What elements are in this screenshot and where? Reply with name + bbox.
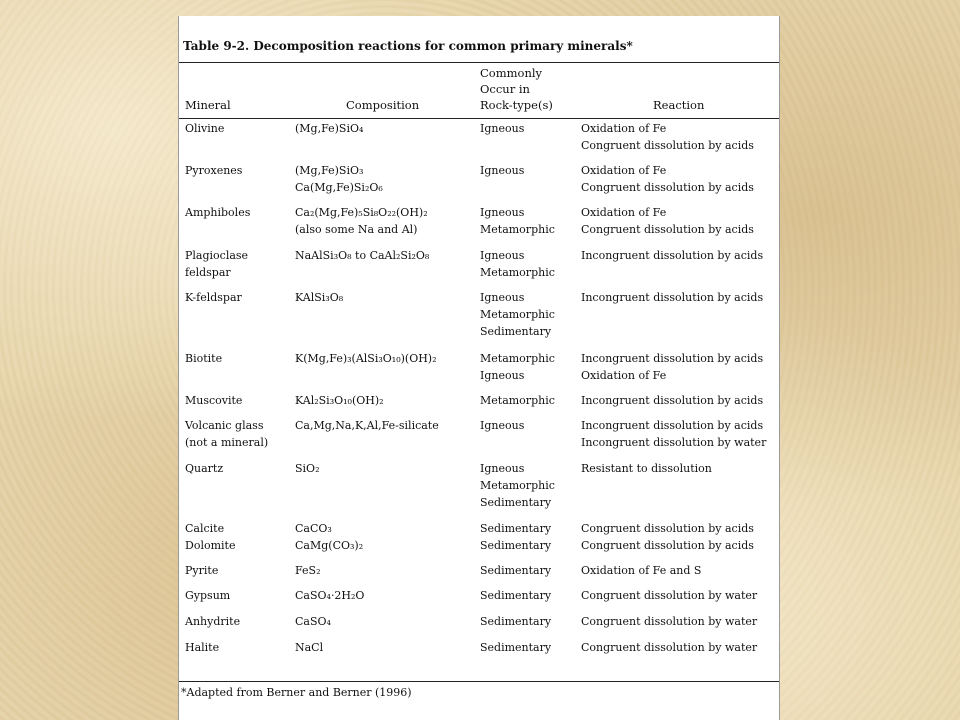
cell-mineral: Anhydrite xyxy=(185,615,241,628)
cell-mineral: Pyrite xyxy=(185,564,219,577)
cell-rock: Sedimentary xyxy=(480,641,552,654)
cell-reaction: Oxidation of Fe xyxy=(581,206,667,219)
cell-reaction: Incongruent dissolution by water xyxy=(581,436,767,449)
cell-reaction: Oxidation of Fe and S xyxy=(581,564,702,577)
cell-mineral: (not a mineral) xyxy=(185,436,269,449)
cell-composition: KAl₂Si₃O₁₀(OH)₂ xyxy=(295,394,384,407)
cell-rock: Sedimentary xyxy=(480,589,552,602)
cell-composition: CaMg(CO₃)₂ xyxy=(295,539,364,552)
cell-reaction: Congruent dissolution by acids xyxy=(581,181,754,194)
cell-rock: Metamorphic xyxy=(480,308,555,321)
cell-composition: Ca₂(Mg,Fe)₅Si₈O₂₂(OH)₂ xyxy=(295,206,428,219)
cell-reaction: Oxidation of Fe xyxy=(581,164,667,177)
header-rock-type-2: Occur in xyxy=(480,82,530,96)
cell-reaction: Oxidation of Fe xyxy=(581,122,667,135)
header-rock-type-1: Commonly xyxy=(480,66,543,80)
cell-reaction: Congruent dissolution by water xyxy=(581,589,758,602)
cell-reaction: Incongruent dissolution by acids xyxy=(581,291,764,304)
cell-rock: Igneous xyxy=(480,369,525,382)
cell-rock: Metamorphic xyxy=(480,479,555,492)
header-rock-type-3: Rock-type(s) xyxy=(480,98,553,112)
cell-mineral: Volcanic glass xyxy=(185,419,264,432)
cell-rock: Sedimentary xyxy=(480,325,552,338)
cell-composition: NaAlSi₃O₈ to CaAl₂Si₂O₈ xyxy=(295,249,430,262)
header-reaction: Reaction xyxy=(653,98,705,112)
header-mineral: Mineral xyxy=(185,98,231,112)
cell-composition: Ca,Mg,Na,K,Al,Fe-silicate xyxy=(295,419,439,432)
table-title: Table 9-2. Decomposition reactions for common primary minerals* xyxy=(183,39,633,53)
cell-rock: Metamorphic xyxy=(480,223,555,236)
cell-rock: Igneous xyxy=(480,122,525,135)
cell-reaction: Incongruent dissolution by acids xyxy=(581,394,764,407)
cell-reaction: Congruent dissolution by acids xyxy=(581,539,754,552)
cell-rock: Igneous xyxy=(480,206,525,219)
cell-rock: Igneous xyxy=(480,291,525,304)
cell-mineral: Muscovite xyxy=(185,394,243,407)
cell-composition: KAlSi₃O₈ xyxy=(295,291,344,304)
cell-mineral: Biotite xyxy=(185,352,223,365)
cell-composition: (Mg,Fe)SiO₄ xyxy=(295,122,364,135)
cell-composition: FeS₂ xyxy=(295,564,321,577)
cell-composition: NaCl xyxy=(295,641,324,654)
cell-mineral: Quartz xyxy=(185,462,224,475)
cell-mineral: Plagioclase xyxy=(185,249,249,262)
cell-reaction: Incongruent dissolution by acids xyxy=(581,419,764,432)
cell-composition: K(Mg,Fe)₃(AlSi₃O₁₀)(OH)₂ xyxy=(295,352,437,365)
cell-rock: Metamorphic xyxy=(480,394,555,407)
cell-rock: Metamorphic xyxy=(480,266,555,279)
cell-composition: CaCO₃ xyxy=(295,522,332,535)
footnote: *Adapted from Berner and Berner (1996) xyxy=(181,686,412,699)
cell-reaction: Incongruent dissolution by acids xyxy=(581,249,764,262)
cell-mineral: Olivine xyxy=(185,122,225,135)
cell-reaction: Congruent dissolution by acids xyxy=(581,139,754,152)
cell-reaction: Congruent dissolution by water xyxy=(581,615,758,628)
cell-mineral: K-feldspar xyxy=(185,291,242,304)
header-composition: Composition xyxy=(346,98,420,112)
cell-reaction: Congruent dissolution by water xyxy=(581,641,758,654)
cell-reaction: Congruent dissolution by acids xyxy=(581,522,754,535)
cell-composition: (also some Na and Al) xyxy=(295,223,418,236)
cell-rock: Metamorphic xyxy=(480,352,555,365)
cell-rock: Sedimentary xyxy=(480,564,552,577)
header-rule xyxy=(179,118,779,119)
cell-mineral: Halite xyxy=(185,641,220,654)
cell-composition: (Mg,Fe)SiO₃ xyxy=(295,164,364,177)
top-rule xyxy=(179,62,779,63)
cell-rock: Sedimentary xyxy=(480,615,552,628)
cell-reaction: Oxidation of Fe xyxy=(581,369,667,382)
cell-rock: Sedimentary xyxy=(480,539,552,552)
bottom-rule xyxy=(179,681,779,682)
cell-rock: Igneous xyxy=(480,164,525,177)
cell-reaction: Congruent dissolution by acids xyxy=(581,223,754,236)
cell-rock: Sedimentary xyxy=(480,496,552,509)
cell-rock: Sedimentary xyxy=(480,522,552,535)
cell-reaction: Incongruent dissolution by acids xyxy=(581,352,764,365)
cell-composition: Ca(Mg,Fe)Si₂O₆ xyxy=(295,181,383,194)
cell-mineral: Calcite xyxy=(185,522,225,535)
cell-reaction: Resistant to dissolution xyxy=(581,462,712,475)
cell-rock: Igneous xyxy=(480,462,525,475)
cell-rock: Igneous xyxy=(480,419,525,432)
cell-rock: Igneous xyxy=(480,249,525,262)
cell-composition: CaSO₄ xyxy=(295,615,331,628)
cell-mineral: Dolomite xyxy=(185,539,236,552)
cell-mineral: Amphiboles xyxy=(185,206,251,219)
table-page xyxy=(178,16,780,720)
cell-composition: CaSO₄·2H₂O xyxy=(295,589,365,602)
cell-mineral: feldspar xyxy=(185,266,231,279)
cell-composition: SiO₂ xyxy=(295,462,320,475)
cell-mineral: Pyroxenes xyxy=(185,164,243,177)
cell-mineral: Gypsum xyxy=(185,589,231,602)
